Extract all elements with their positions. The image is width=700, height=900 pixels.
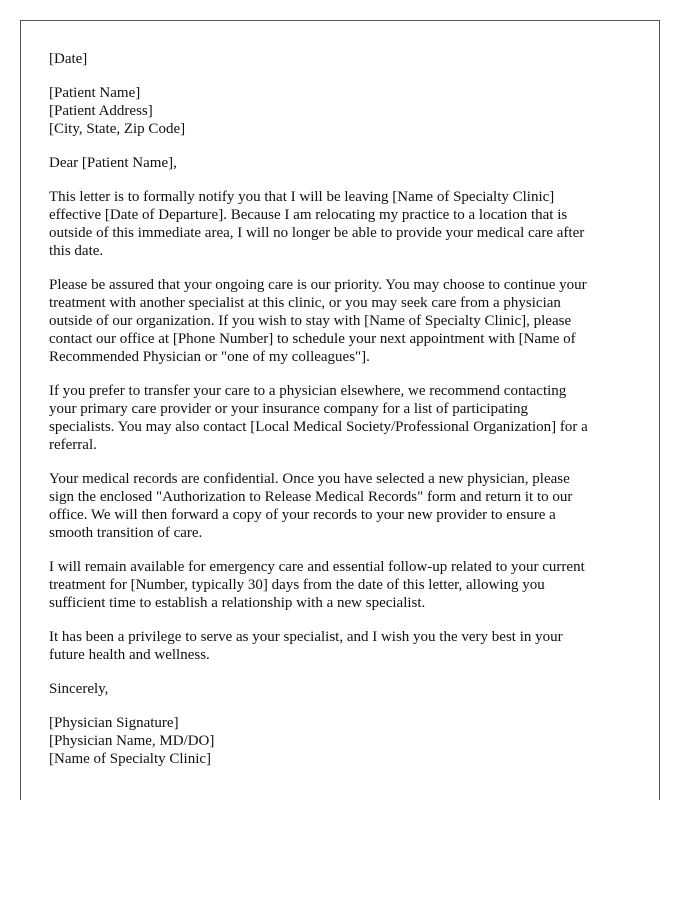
letter-body: [49, 50, 649, 784]
body-paragraph-transfer: [49, 382, 649, 454]
text-line: effective [Date of Departure]. Because I am relocating my practice to a location that is: [49, 207, 568, 223]
text-line: Recommended Physician or "one of my colleagues"].: [49, 349, 370, 365]
body-paragraph-continuing-care: [49, 276, 649, 366]
text-line: It has been a privilege to serve as your specialist, and I wish you the very best in your: [49, 629, 563, 645]
text-line: outside of this immediate area, I will no longer be able to provide your medical care after: [49, 225, 585, 241]
date-line: [49, 50, 649, 68]
text-line: [Patient Name]: [49, 85, 141, 101]
text-line: [Physician Signature]: [49, 715, 179, 731]
text-line: Sincerely,: [49, 681, 109, 697]
text-line: outside of our organization. If you wish to stay with [Name of Specialty Clinic], please: [49, 313, 572, 329]
text-line: [City, State, Zip Code]: [49, 121, 186, 137]
body-paragraph-notice: [49, 188, 649, 260]
letter-page: [20, 20, 660, 800]
text-line: referral.: [49, 437, 97, 453]
text-line: Dear [Patient Name],: [49, 155, 177, 171]
text-line: Your medical records are confidential. Once you have selected a new physician, please: [49, 471, 570, 487]
text-line: sufficient time to establish a relationship with a new specialist.: [49, 595, 426, 611]
text-line: treatment for [Number, typically 30] days from the date of this letter, allowing you: [49, 577, 545, 593]
patient-address-block: [49, 84, 649, 138]
text-line: office. We will then forward a copy of your records to your new provider to ensure a: [49, 507, 556, 523]
text-line: [Name of Specialty Clinic]: [49, 751, 212, 767]
text-line: [Physician Name, MD/DO]: [49, 733, 215, 749]
text-line: specialists. You may also contact [Local Medical Society/Professional Organization] for a: [49, 419, 588, 435]
closing: [49, 680, 649, 698]
text-line: This letter is to formally notify you that I will be leaving [Name of Specialty Clinic]: [49, 189, 555, 205]
text-line: contact our office at [Phone Number] to schedule your next appointment with [Name of: [49, 331, 576, 347]
signature-block: [49, 714, 649, 768]
text-line: your primary care provider or your insurance company for a list of participating: [49, 401, 528, 417]
body-paragraph-closing: [49, 628, 649, 664]
body-paragraph-records: [49, 470, 649, 542]
text-line: sign the enclosed "Authorization to Release Medical Records" form and return it to our: [49, 489, 573, 505]
text-line: If you prefer to transfer your care to a physician elsewhere, we recommend contacting: [49, 383, 567, 399]
text-line: Please be assured that your ongoing care is our priority. You may choose to continue your: [49, 277, 587, 293]
text-line: I will remain available for emergency care and essential follow-up related to your current: [49, 559, 585, 575]
text-line: [Patient Address]: [49, 103, 153, 119]
body-paragraph-availability: [49, 558, 649, 612]
text-line: smooth transition of care.: [49, 525, 203, 541]
text-line: this date.: [49, 243, 104, 259]
text-line: future health and wellness.: [49, 647, 210, 663]
text-line: treatment with another specialist at this clinic, or you may seek care from a physician: [49, 295, 561, 311]
salutation: [49, 154, 649, 172]
text-line: [Date]: [49, 51, 88, 67]
